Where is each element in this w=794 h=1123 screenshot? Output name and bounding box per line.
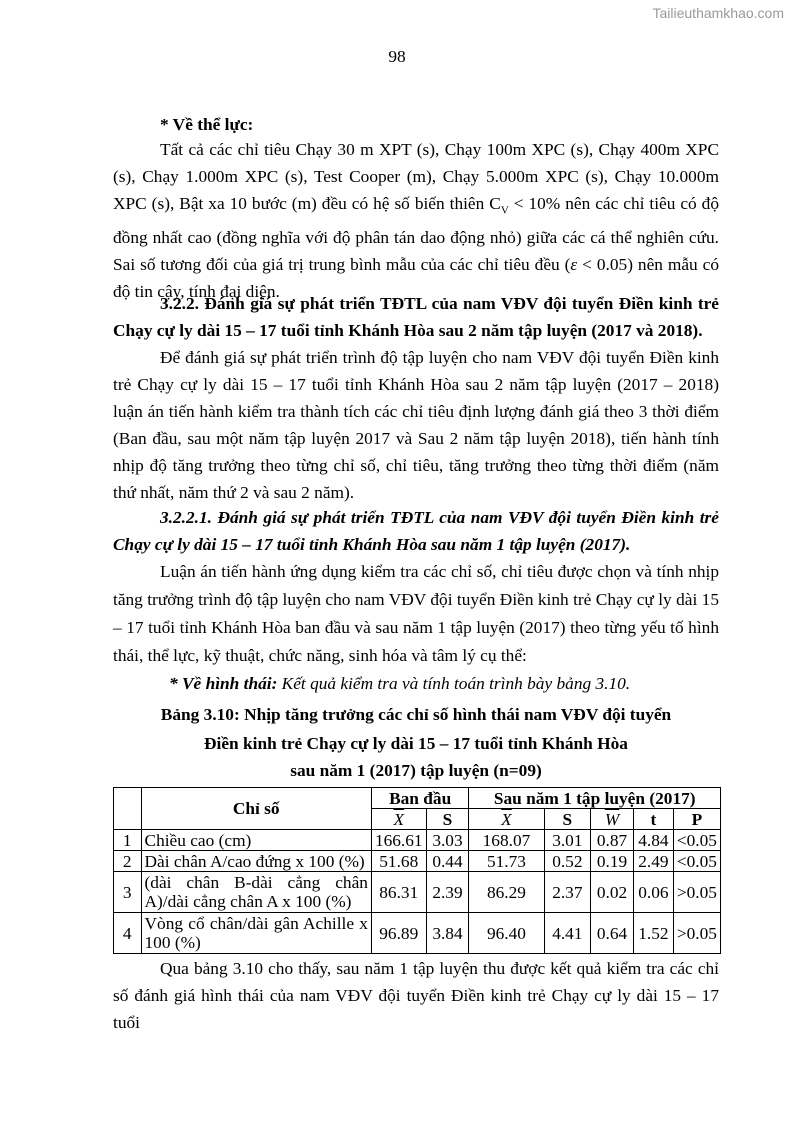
cell: 0.87 (591, 830, 634, 851)
cell: 2 (114, 851, 142, 872)
cell: 2.49 (633, 851, 673, 872)
table-row (114, 851, 721, 872)
page-number: 98 (388, 47, 406, 66)
hinh-thai-text: Kết quả kiểm tra và tính toán trình bày bảng 3.10. (277, 674, 631, 693)
header-stt (114, 788, 142, 830)
cell: Dài chân A/cao đứng x 100 (%) (141, 851, 371, 872)
text: < 0.05) nên mẫu có độ tin cậy, tính đại diện. (113, 255, 719, 302)
paragraph-the-luc (113, 136, 719, 305)
w-bar: $\overline{W}$ (604, 809, 620, 829)
cell: 96.40 (469, 913, 544, 954)
cell: 2.39 (426, 872, 469, 913)
cell: 0.52 (544, 851, 591, 872)
cell: 3 (114, 872, 142, 913)
header-ban-dau: Ban đầu (371, 788, 468, 809)
cell: 0.64 (591, 913, 634, 954)
cell: <0.05 (673, 851, 720, 872)
text: Tất cả các chỉ tiêu Chạy 30 m XPT (s), Chạy 100m XPC (s), Chạy 400m XPC (s), Chạy 1.000m XPC (s), Test Cooper (m), Chạy 5.000m XPC (s), Chạy 10.000m XPC (s), Bật xa 10 bước (m) đều có hệ số biến thiên C (113, 140, 719, 213)
cell: 86.31 (371, 872, 426, 913)
subscript: V (500, 204, 509, 217)
header-w (591, 809, 634, 830)
x-bar: $\overline{X}$ (501, 809, 512, 829)
cell: 0.06 (633, 872, 673, 913)
cell: 3.01 (544, 830, 591, 851)
cell: 1 (114, 830, 142, 851)
x-bar: $\overline{X}$ (393, 809, 405, 829)
header-mean-sau (469, 809, 544, 830)
table-row (114, 872, 721, 913)
cell: 51.68 (371, 851, 426, 872)
hinh-thai-line (113, 670, 719, 697)
table-caption-line-2: Điền kinh trẻ Chạy cự ly dài 15 – 17 tuổi tỉnh Khánh Hòa (204, 734, 628, 753)
cell: 4.41 (544, 913, 591, 954)
paragraph-3-2-2: Để đánh giá sự phát triển trình độ tập luyện cho nam VĐV đội tuyển Điền kinh trẻ Chạy cự ly dài 15 – 17 tuổi tỉnh Khánh Hòa sau 2 năm tập luyện (2017 – 2018) luận án tiến hành kiểm tra thành tích các chỉ tiêu định lượng đánh giá theo 3 thời điểm (Ban đầu, sau một năm tập luyện 2017 và Sau 2 năm tập luyện 2018), tiến hành tính nhịp độ tăng trưởng theo từng chỉ số, chỉ tiêu, tăng trưởng theo từng thời điểm (năm thứ nhất, năm thứ 2 và sau 2 năm). (113, 348, 719, 502)
cell: 0.19 (591, 851, 634, 872)
heading-the-luc: * Về thể lực: (160, 115, 254, 134)
cell: Chiều cao (cm) (141, 830, 371, 851)
cell: Vòng cổ chân/dài gân Achille x 100 (%) (141, 913, 371, 954)
header-t: t (633, 809, 673, 830)
cell: 0.02 (591, 872, 634, 913)
hinh-thai-label: * Về hình thái: (169, 674, 278, 693)
paragraph-conclusion: Qua bảng 3.10 cho thấy, sau năm 1 tập luyện thu được kết quả kiểm tra các chỉ số đánh giá hình thái của nam VĐV đội tuyển Điền kinh trẻ Chạy cự ly dài 15 – 17 tuổi (113, 959, 719, 1032)
cell: <0.05 (673, 830, 720, 851)
cell: 4.84 (633, 830, 673, 851)
cell: 96.89 (371, 913, 426, 954)
header-s-sau: S (544, 809, 591, 830)
cell: 3.84 (426, 913, 469, 954)
header-chi-so: Chỉ số (141, 788, 371, 830)
header-s-ban-dau: S (426, 809, 469, 830)
section-heading-3-2-2-1: 3.2.2.1. Đánh giá sự phát triển TĐTL của nam VĐV đội tuyển Điền kinh trẻ Chạy cự ly dài 15 – 17 tuổi tỉnh Khánh Hòa sau năm 1 tập luyện (2017). (113, 508, 719, 554)
watermark: Tailieuthamkhao.com (652, 5, 784, 21)
cell: 0.44 (426, 851, 469, 872)
cell: 3.03 (426, 830, 469, 851)
table-row (114, 830, 721, 851)
cell: (dài chân B-dài cẳng chân A)/dài cẳng chân A x 100 (%) (141, 872, 371, 913)
table-caption-line-3: sau năm 1 (2017) tập luyện (n=09) (290, 761, 542, 780)
epsilon: ε (570, 255, 578, 275)
cell: 166.61 (371, 830, 426, 851)
cell: 51.73 (469, 851, 544, 872)
header-sau-nam-1: Sau năm 1 tập luyện (2017) (469, 788, 721, 809)
cell: 4 (114, 913, 142, 954)
cell: 1.52 (633, 913, 673, 954)
table-caption-line-1: Bảng 3.10: Nhịp tăng trưởng các chỉ số hình thái nam VĐV đội tuyển (160, 705, 672, 724)
section-heading-3-2-2: 3.2.2. Đánh giá sự phát triển TĐTL của nam VĐV đội tuyển Điền kinh trẻ Chạy cự ly dài 15 – 17 tuổi tỉnh Khánh Hòa sau 2 năm tập luyện (2017 và 2018). (113, 294, 719, 340)
header-mean-ban-dau (371, 809, 426, 830)
cell: 168.07 (469, 830, 544, 851)
paragraph-3-2-2-1: Luận án tiến hành ứng dụng kiểm tra các chỉ số, chỉ tiêu được chọn và tính nhịp tăng trưởng trình độ tập luyện cho nam VĐV đội tuyển Điền kinh trẻ Chạy cự ly dài 15 – 17 tuổi tỉnh Khánh Hòa ban đầu và sau năm 1 tập luyện (2017) theo từng yếu tố hình thái, thể lực, kỹ thuật, chức năng, sinh hóa và tâm lý cụ thể: (113, 562, 719, 665)
text: < 10% nên các chỉ tiêu có độ đồng nhất cao (đồng nghĩa với độ phân tán dao động nhỏ) giữa các cá thể nghiên cứu. Sai số tương đối của giá trị trung bình mẫu của các chỉ tiêu đều ( (113, 194, 719, 275)
cell: >0.05 (673, 872, 720, 913)
cell: 2.37 (544, 872, 591, 913)
table-row (114, 913, 721, 954)
cell: >0.05 (673, 913, 720, 954)
header-p: P (673, 809, 720, 830)
cell: 86.29 (469, 872, 544, 913)
table-3-10 (113, 787, 721, 954)
